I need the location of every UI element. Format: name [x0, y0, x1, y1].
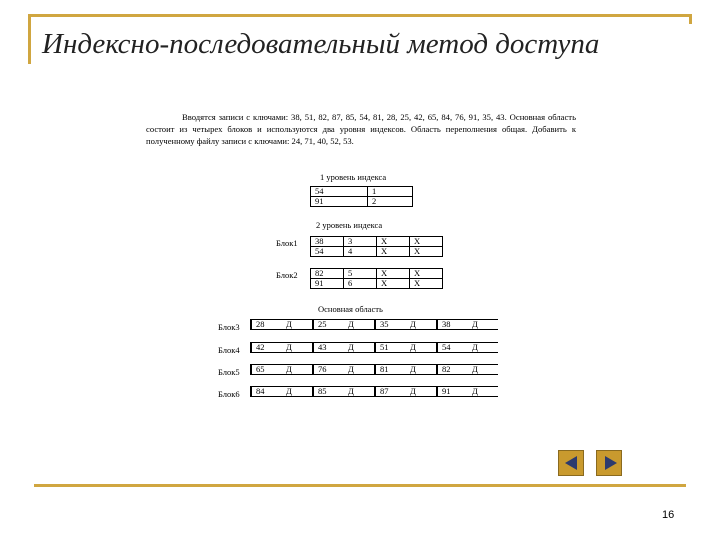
table-cell: Д [406, 343, 437, 353]
table-cell: 81 [375, 365, 406, 375]
prev-slide-button[interactable] [558, 450, 584, 476]
table-cell: 54 [437, 343, 468, 353]
page-number: 16 [662, 509, 675, 521]
table-row [311, 197, 413, 207]
table-cell: 4 [344, 247, 377, 257]
table-cell: Х [410, 269, 443, 279]
table-row [251, 365, 498, 375]
table-cell: Д [282, 387, 313, 397]
level1-caption: 1 уровень индекса [320, 172, 387, 182]
table-cell: Д [468, 365, 498, 375]
table-cell: 54 [311, 187, 368, 197]
table-cell: Д [468, 343, 498, 353]
main-area-caption: Основная область [318, 304, 383, 314]
table-row [251, 387, 498, 397]
frame-top-rule [28, 14, 692, 17]
table-cell: Х [377, 269, 410, 279]
frame-bottom-rule [34, 484, 686, 487]
level2-block2-table [310, 268, 443, 289]
table-cell: 38 [311, 237, 344, 247]
table-cell: 3 [344, 237, 377, 247]
frame-right-rule [689, 14, 692, 24]
main-block5-row [250, 364, 498, 375]
arrow-left-icon [565, 456, 577, 470]
table-cell: Д [406, 365, 437, 375]
table-cell: 82 [437, 365, 468, 375]
arrow-right-icon [605, 456, 617, 470]
level1-index-table [310, 186, 413, 207]
main-block4-label: Блок4 [218, 345, 240, 355]
level2-caption: 2 уровень индекса [316, 220, 383, 230]
table-cell: Д [282, 320, 313, 330]
table-cell: Д [344, 343, 375, 353]
table-cell: 84 [251, 387, 282, 397]
table-cell: 42 [251, 343, 282, 353]
table-cell: 91 [311, 197, 368, 207]
table-cell: Д [282, 343, 313, 353]
table-row [311, 279, 443, 289]
table-cell: Д [406, 320, 437, 330]
table-cell: 25 [313, 320, 344, 330]
table-cell: Х [377, 279, 410, 289]
table-row [311, 247, 443, 257]
table-cell: Д [344, 320, 375, 330]
main-block4-row [250, 342, 498, 353]
table-cell: Д [468, 387, 498, 397]
table-cell: 87 [375, 387, 406, 397]
table-cell: 38 [437, 320, 468, 330]
table-cell: Д [344, 387, 375, 397]
table-cell: Д [282, 365, 313, 375]
table-cell: Х [410, 279, 443, 289]
problem-text [146, 111, 576, 147]
main-block6-row [250, 386, 498, 397]
table-cell: 85 [313, 387, 344, 397]
table-cell: 65 [251, 365, 282, 375]
table-cell: 2 [368, 197, 413, 207]
table-cell: 91 [437, 387, 468, 397]
table-row [251, 320, 498, 330]
table-cell: Х [410, 247, 443, 257]
table-cell: 1 [368, 187, 413, 197]
table-cell: 91 [311, 279, 344, 289]
main-block3-label: Блок3 [218, 322, 240, 332]
table-cell: 51 [375, 343, 406, 353]
table-row [311, 237, 443, 247]
level2-block2-label: Блок2 [276, 270, 298, 280]
table-cell: 82 [311, 269, 344, 279]
table-cell: Х [377, 247, 410, 257]
problem-text-body: Вводятся записи с ключами: 38, 51, 82, 87, 85, 54, 81, 28, 25, 42, 65, 84, 76, 91, 35, 43. Основная область состоит из четырех блоков и используются два уровня индексов. Область переполнения общая. Добавить к полученному файлу записи с ключами: 24, 71, 40, 52, 53. [146, 112, 576, 146]
table-cell: 6 [344, 279, 377, 289]
main-block6-label: Блок6 [218, 389, 240, 399]
table-row [251, 343, 498, 353]
table-row [311, 269, 443, 279]
level2-block1-table [310, 236, 443, 257]
main-block5-label: Блок5 [218, 367, 240, 377]
table-cell: 43 [313, 343, 344, 353]
frame-left-rule [28, 14, 31, 64]
table-row [311, 187, 413, 197]
next-slide-button[interactable] [596, 450, 622, 476]
main-block3-row [250, 319, 498, 330]
table-cell: Д [468, 320, 498, 330]
table-cell: Х [377, 237, 410, 247]
table-cell: Д [406, 387, 437, 397]
table-cell: Х [410, 237, 443, 247]
table-cell: 76 [313, 365, 344, 375]
table-cell: 35 [375, 320, 406, 330]
level2-block1-label: Блок1 [276, 238, 298, 248]
table-cell: 28 [251, 320, 282, 330]
table-cell: Д [344, 365, 375, 375]
table-cell: 5 [344, 269, 377, 279]
slide-title: Индексно-последовательный метод доступа [42, 28, 600, 60]
table-cell: 54 [311, 247, 344, 257]
